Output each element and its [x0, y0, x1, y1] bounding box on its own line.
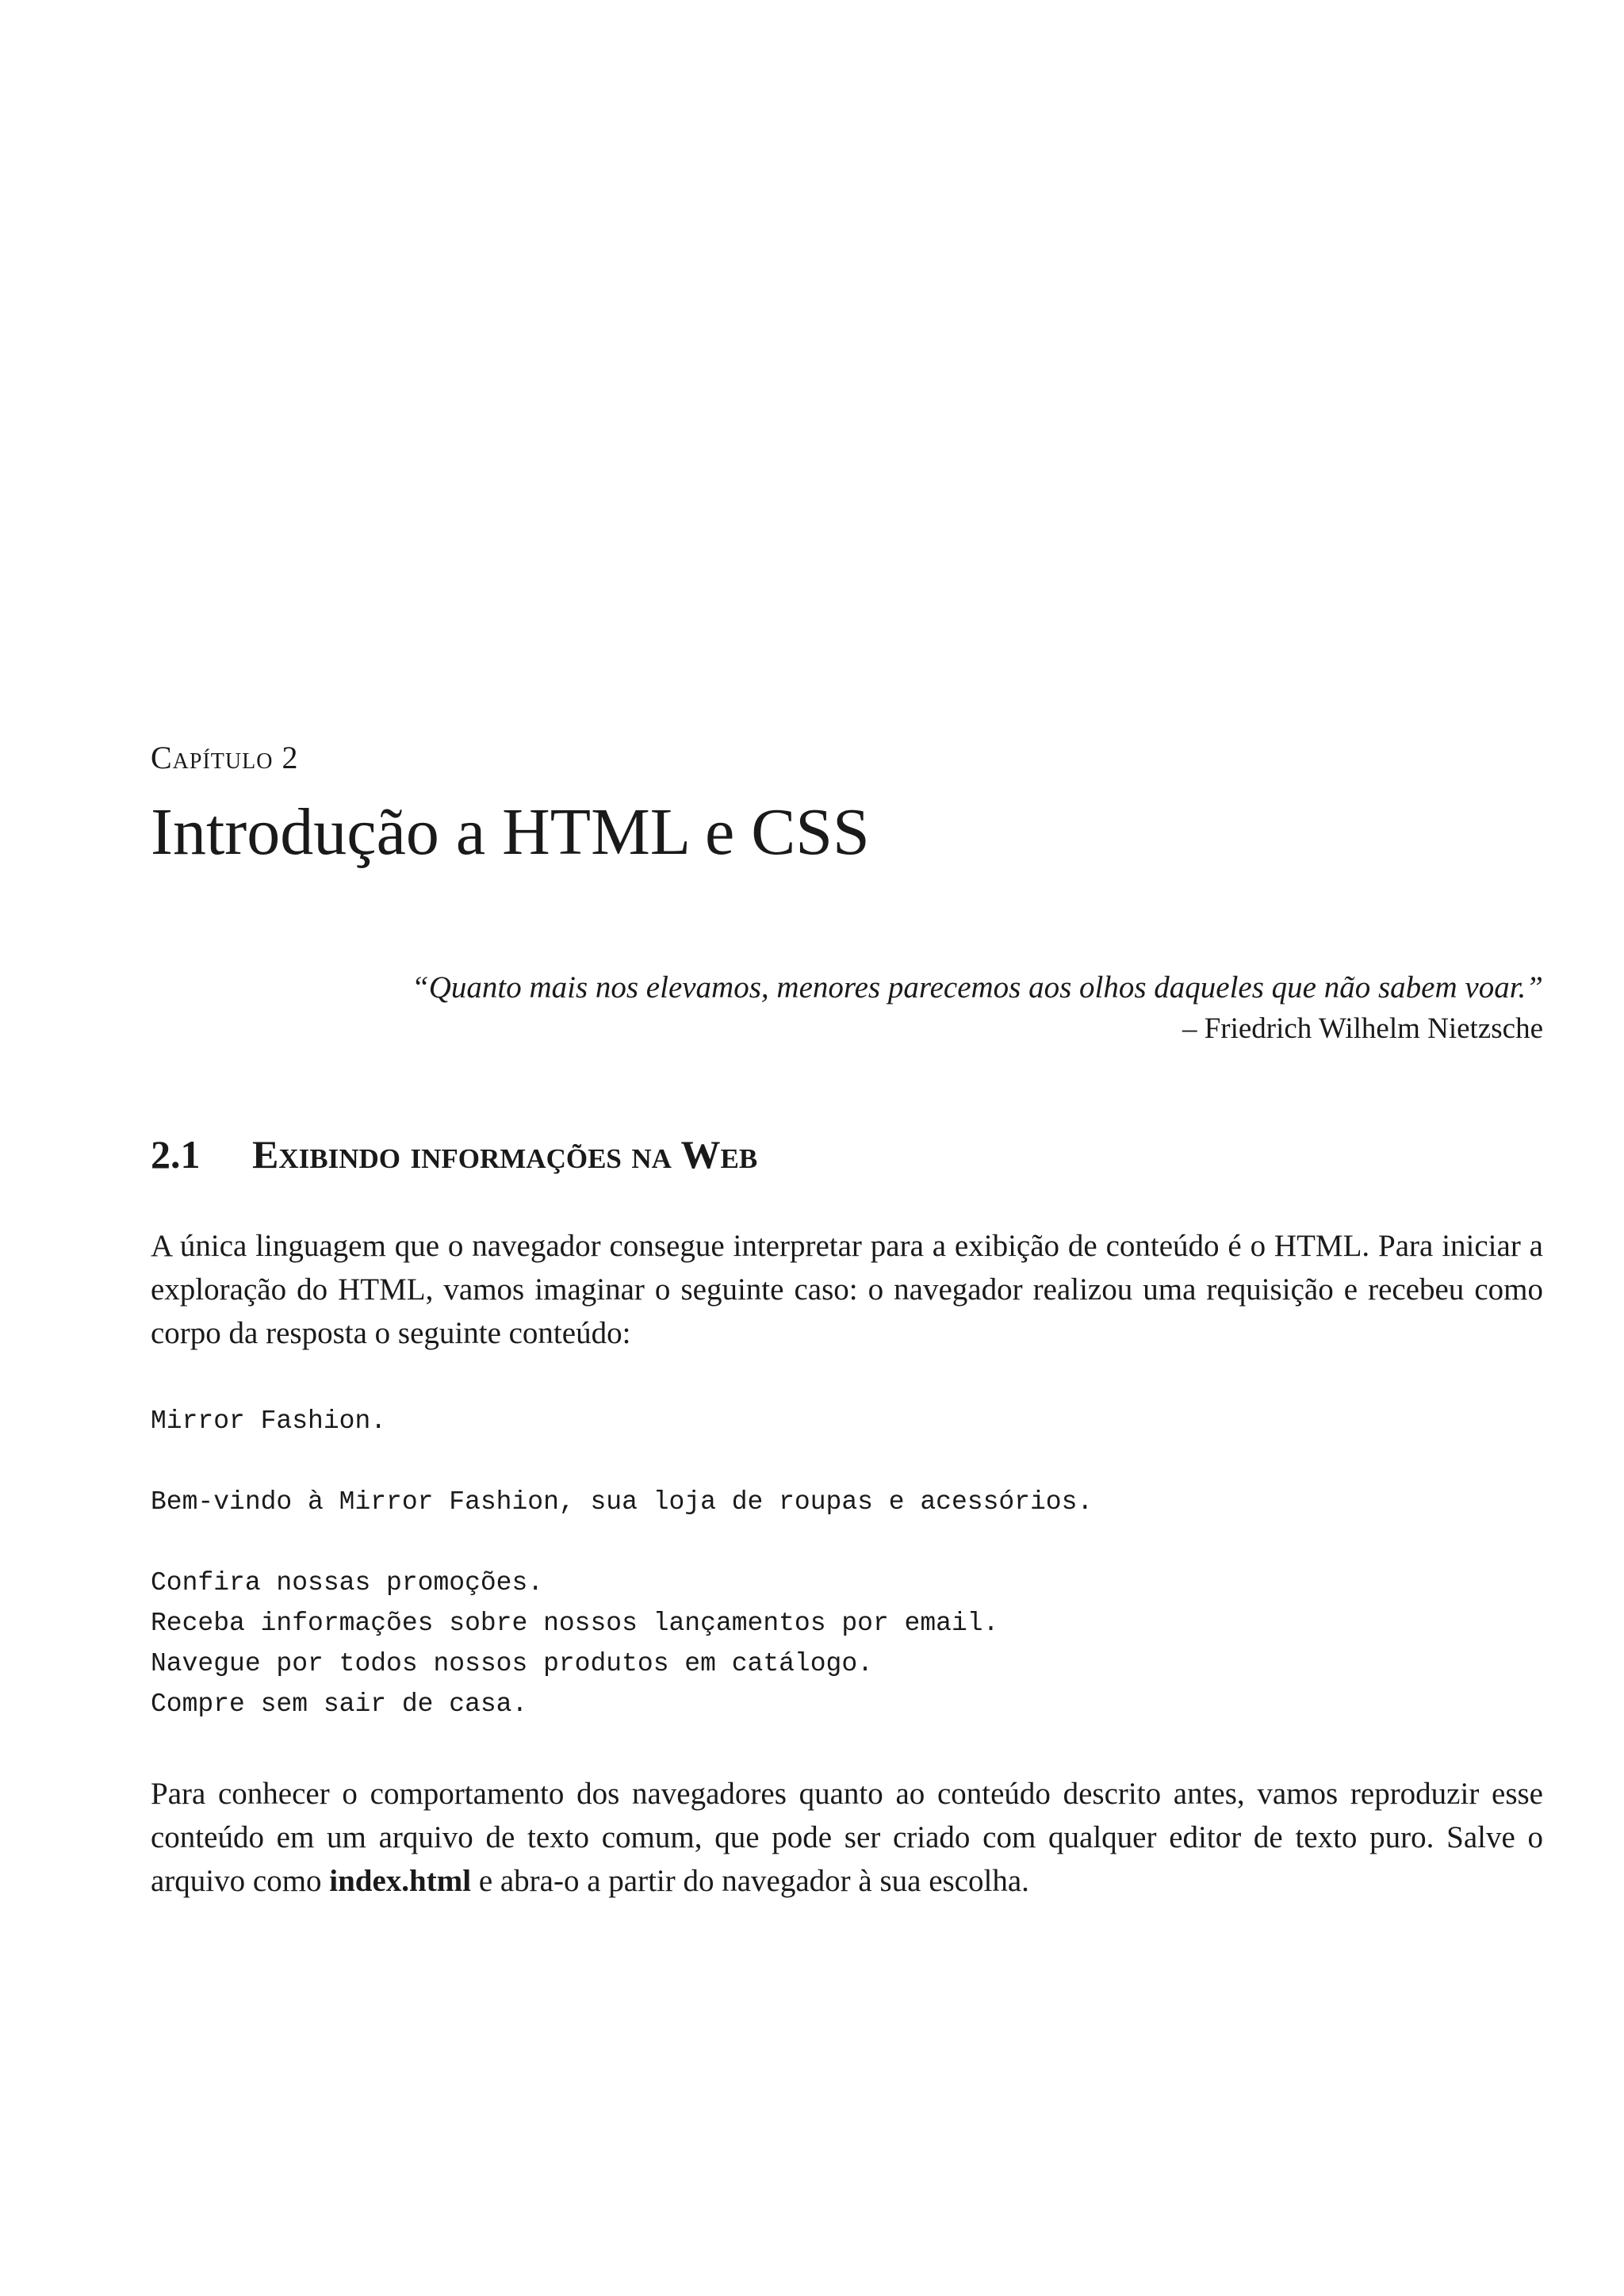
section-number: 2.1 — [151, 1132, 201, 1177]
code-blank-line — [151, 1441, 1543, 1482]
epigraph-quote: “Quanto mais nos elevamos, menores parecemos aos olhos daqueles que não sabem voar.” — [412, 970, 1543, 1004]
code-line: Bem-vindo à Mirror Fashion, sua loja de roupas e acessórios. — [151, 1487, 1094, 1517]
epigraph-author: – Friedrich Wilhelm Nietzsche — [1182, 1012, 1543, 1045]
section-heading — [151, 1129, 1543, 1180]
section-title: Exibindo informações na Web — [252, 1132, 758, 1177]
closing-text-start: Para conhecer o comportamento dos navegadores quanto ao conteúdo descrito antes, vamos reproduzir esse conteúdo em um arquivo de texto comum, que pode ser criado com qualquer editor de texto puro. Salve o arquivo como — [151, 1777, 1543, 1898]
code-line: Mirror Fashion. — [151, 1406, 387, 1436]
closing-text-end: e abra-o a partir do navegador à sua escolha. — [471, 1864, 1029, 1898]
code-line: Navegue por todos nossos produtos em catálogo. — [151, 1649, 873, 1678]
intro-paragraph: A única linguagem que o navegador consegue interpretar para a exibição de conteúdo é o HTML. Para iniciar a exploração do HTML, vamos imaginar o seguinte caso: o navegador realizou uma requisição e recebeu como corpo da resposta o seguinte conteúdo: — [151, 1229, 1543, 1350]
chapter-label: Capítulo 2 — [151, 740, 299, 775]
page-content — [151, 737, 1543, 1903]
code-line: Receba informações sobre nossos lançamentos por email. — [151, 1609, 999, 1638]
chapter-title: Introdução a HTML e CSS — [151, 795, 870, 869]
code-blank-line — [151, 1522, 1543, 1563]
closing-paragraph — [151, 1772, 1543, 1903]
epigraph — [151, 967, 1543, 1050]
code-line: Compre sem sair de casa. — [151, 1689, 528, 1719]
filename-emphasis: index.html — [329, 1864, 472, 1898]
code-line: Confira nossas promoções. — [151, 1568, 544, 1598]
code-block — [151, 1401, 1543, 1724]
